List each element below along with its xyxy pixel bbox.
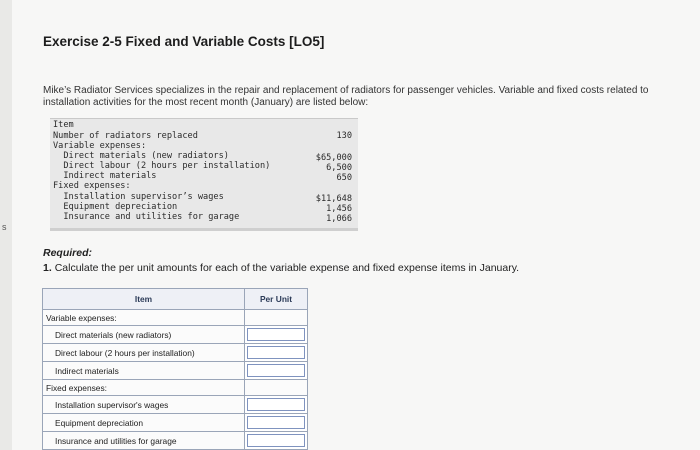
answer-table-header [43, 289, 308, 310]
side-mark: s [2, 222, 7, 232]
per-unit-input-box[interactable] [247, 434, 305, 447]
answer-row-label: Equipment depreciation [43, 414, 245, 432]
given-row-value: $11,648 [315, 194, 352, 204]
exercise-page [12, 0, 700, 450]
given-row-label: Direct labour (2 hours per installation) [53, 161, 271, 171]
given-row-label: Equipment depreciation [53, 202, 178, 212]
given-row-label: Variable expenses: [53, 141, 147, 151]
answer-row-label: Direct materials (new radiators) [43, 326, 245, 344]
answer-table [42, 288, 308, 450]
answer-row [43, 344, 308, 362]
answer-row [43, 326, 308, 344]
answer-row-label: Variable expenses: [43, 310, 245, 326]
given-row-value: 130 [336, 131, 352, 141]
column-header-per-unit: Per Unit [245, 289, 308, 310]
answer-row-label: Direct labour (2 hours per installation) [43, 344, 245, 362]
given-row-value: 1,066 [326, 214, 352, 224]
answer-row-blank [245, 310, 308, 326]
per-unit-input-direct-labour[interactable] [245, 344, 308, 362]
given-row-value: 6,500 [326, 163, 352, 173]
given-row-value: $65,000 [315, 153, 352, 163]
per-unit-input-box[interactable] [247, 416, 305, 429]
per-unit-input-insurance-utilities[interactable] [245, 432, 308, 450]
answer-row [43, 380, 308, 396]
question-text [43, 262, 519, 274]
required-label: Required: [43, 247, 93, 259]
intro-paragraph: Mike’s Radiator Services specializes in the repair and replacement of radiators for passenger vehicles. Variable and fixed costs related to installation activities for the most recent month (January) are listed below: [43, 85, 649, 108]
per-unit-input-indirect-materials[interactable] [245, 362, 308, 380]
given-data-table [50, 118, 358, 231]
question-body: Calculate the per unit amounts for each of the variable expense and fixed expense items in January. [54, 262, 520, 274]
page-title: Exercise 2-5 Fixed and Variable Costs [LO5] [43, 34, 325, 49]
given-row-value: 1,456 [326, 204, 352, 214]
answer-row-label: Installation supervisor's wages [43, 396, 245, 414]
per-unit-input-equipment-depreciation[interactable] [245, 414, 308, 432]
column-header-item: Item [43, 289, 245, 310]
per-unit-input-box[interactable] [247, 346, 305, 359]
given-row-label: Insurance and utilities for garage [53, 212, 240, 222]
given-row-label: Direct materials (new radiators) [53, 151, 229, 161]
given-row-label: Fixed expenses: [53, 181, 131, 191]
given-row-label: Number of radiators replaced [53, 131, 198, 141]
answer-row [43, 310, 308, 326]
answer-row [43, 362, 308, 380]
given-row-label: Indirect materials [53, 171, 157, 181]
answer-row [43, 396, 308, 414]
answer-row-blank [245, 380, 308, 396]
given-data-header: Item [53, 120, 74, 130]
answer-row-label: Fixed expenses: [43, 380, 245, 396]
per-unit-input-box[interactable] [247, 328, 305, 341]
answer-row-label: Indirect materials [43, 362, 245, 380]
per-unit-input-box[interactable] [247, 398, 305, 411]
given-row-label: Installation supervisor’s wages [53, 192, 224, 202]
answer-row [43, 414, 308, 432]
per-unit-input-direct-materials[interactable] [245, 326, 308, 344]
answer-row [43, 432, 308, 450]
per-unit-input-supervisor-wages[interactable] [245, 396, 308, 414]
answer-row-label: Insurance and utilities for garage [43, 432, 245, 450]
given-row-value: 650 [336, 173, 352, 183]
per-unit-input-box[interactable] [247, 364, 305, 377]
question-number: 1. [43, 262, 52, 274]
